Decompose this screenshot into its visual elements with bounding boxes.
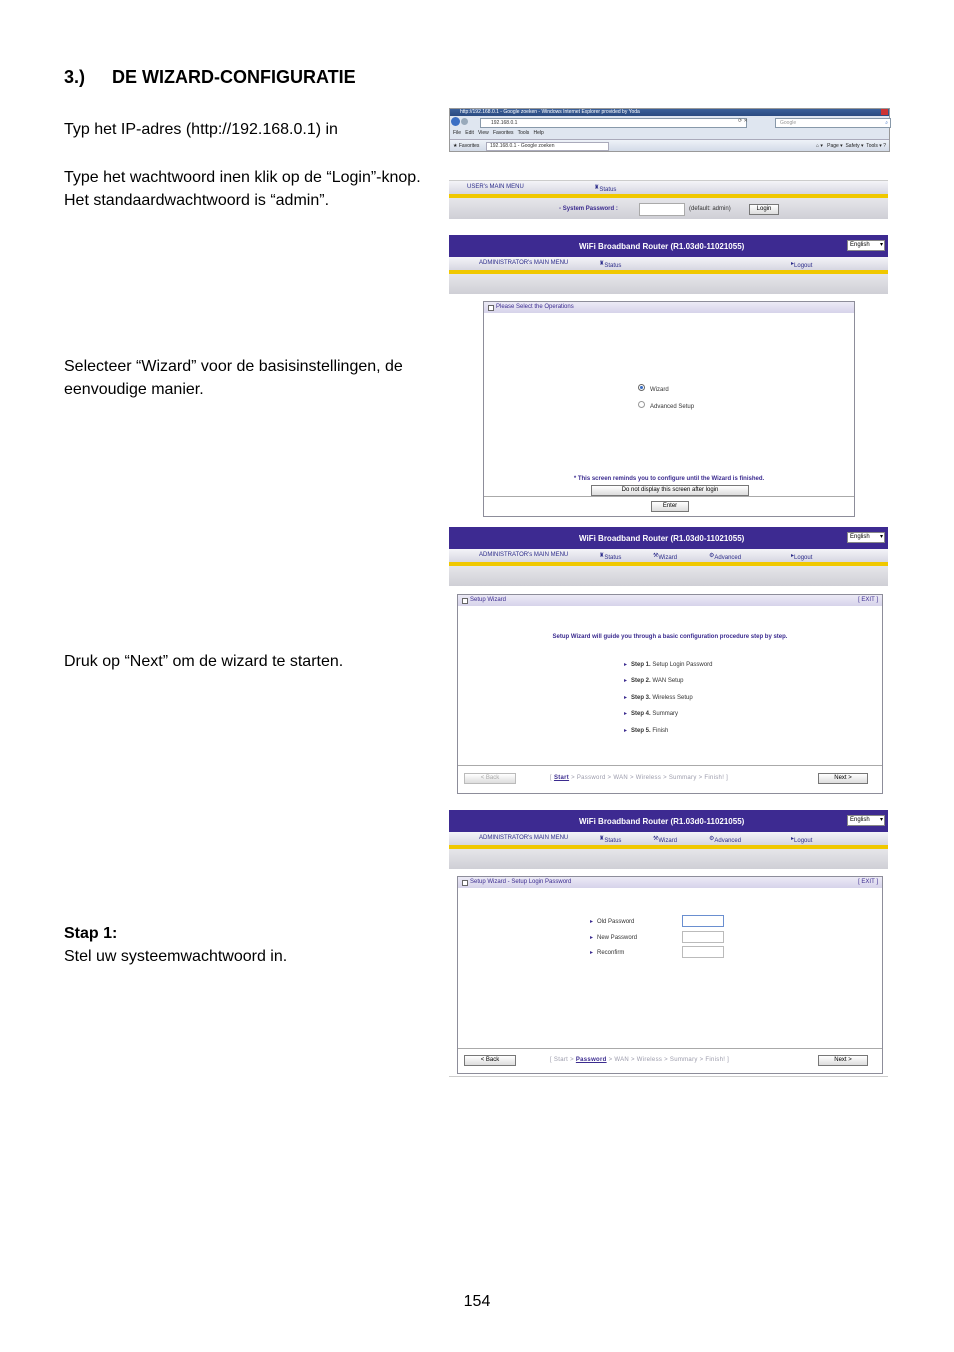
new-password-label: ▸ New Password bbox=[590, 935, 638, 941]
menu-help[interactable]: Help bbox=[533, 130, 544, 136]
operations-panel bbox=[483, 301, 855, 517]
advanced-label: Advanced bbox=[714, 555, 742, 561]
option-advanced-label: Advanced Setup bbox=[650, 404, 695, 410]
logout-menu[interactable]: ▸ Logout bbox=[791, 261, 813, 269]
admin-main-menu[interactable]: ADMINISTRATOR's MAIN MENU bbox=[479, 260, 569, 266]
wizard-header bbox=[458, 595, 882, 606]
search-placeholder: Google bbox=[780, 120, 797, 126]
option-wizard[interactable] bbox=[638, 384, 669, 393]
instruction-select: Selecteer “Wizard” voor de basisinstellingen, de eenvoudige manier. bbox=[64, 358, 403, 398]
page-number: 154 bbox=[463, 1293, 491, 1310]
forward-icon[interactable] bbox=[461, 118, 468, 125]
logout-label: Logout bbox=[794, 838, 813, 844]
step-item: ▸ Step 1. Setup Login Password bbox=[624, 662, 713, 668]
logout-menu[interactable]: ▸ Logout bbox=[791, 553, 813, 561]
reconfirm-input[interactable] bbox=[682, 946, 724, 958]
router-title: WiFi Broadband Router (R1.03d0-11021055) bbox=[579, 242, 745, 251]
panel-divider bbox=[484, 496, 854, 497]
user-menubar bbox=[449, 181, 888, 194]
refresh-stop-icons[interactable]: ⟳ ✕ bbox=[738, 118, 748, 124]
language-select[interactable]: English ▾ bbox=[847, 815, 885, 826]
search-icon[interactable]: ⌕ bbox=[885, 120, 888, 126]
wizard-menu[interactable]: ⚒ Wizard bbox=[653, 553, 678, 561]
wizard-label: Wizard bbox=[658, 555, 678, 561]
wizard-screenshot bbox=[449, 527, 888, 793]
radio-advanced[interactable] bbox=[638, 401, 645, 408]
crumb-password: Password bbox=[575, 1057, 607, 1063]
band bbox=[449, 849, 888, 869]
next-button[interactable]: Next > bbox=[818, 773, 868, 784]
browser-tab[interactable] bbox=[486, 142, 609, 151]
address-bar[interactable] bbox=[480, 118, 747, 128]
browser-menubar bbox=[453, 130, 544, 136]
password-label: ▫ System Password : bbox=[559, 206, 618, 212]
menu-edit[interactable]: Edit bbox=[465, 130, 474, 136]
favorites-bar bbox=[450, 139, 889, 151]
new-password-input[interactable] bbox=[682, 931, 724, 943]
back-button[interactable]: < Back bbox=[464, 773, 516, 784]
language-select[interactable]: English ▾ bbox=[847, 240, 885, 251]
reminder-note: * This screen reminds you to configure until the Wizard is finished. bbox=[573, 476, 765, 482]
panel-divider bbox=[458, 765, 882, 766]
router-titlebar bbox=[449, 810, 888, 832]
page-menu[interactable]: Page ▾ bbox=[827, 143, 843, 149]
step-item: ▸ Step 4. Summary bbox=[624, 711, 679, 717]
logout-label: Logout bbox=[794, 555, 813, 561]
crumb-rest: > Password > WAN > Wireless > Summary > Finish! ] bbox=[571, 775, 729, 781]
status-menu[interactable]: ♜ Status bbox=[599, 261, 622, 269]
section-number: 3.) bbox=[64, 67, 86, 87]
login-screenshot bbox=[449, 180, 888, 219]
menu-tools[interactable]: Tools bbox=[517, 130, 530, 136]
password-screenshot bbox=[449, 810, 888, 1077]
admin-main-menu[interactable]: ADMINISTRATOR's MAIN MENU bbox=[479, 552, 569, 558]
old-password-label: ▸ Old Password bbox=[590, 919, 635, 925]
help-icon[interactable]: ? bbox=[883, 143, 886, 149]
crumb-open: [ bbox=[550, 775, 552, 781]
password-label-text: System Password : bbox=[562, 206, 618, 212]
home-icon[interactable]: ⌂ bbox=[816, 143, 820, 149]
instruction-next: Druk op “Next” om de wizard te starten. bbox=[64, 653, 344, 670]
status-menu[interactable]: ♜ Status bbox=[594, 185, 617, 193]
address-text: 192.168.0.1 bbox=[491, 120, 518, 126]
admin-main-menu[interactable]: ADMINISTRATOR's MAIN MENU bbox=[479, 835, 569, 841]
login-row bbox=[449, 198, 888, 219]
band bbox=[449, 274, 888, 294]
option-wizard-label: Wizard bbox=[650, 387, 669, 393]
router-title: WiFi Broadband Router (R1.03d0-11021055) bbox=[579, 817, 745, 826]
favorites-label: Favorites bbox=[458, 143, 480, 149]
next-button[interactable]: Next > bbox=[818, 1055, 868, 1066]
browser-screenshot bbox=[449, 108, 890, 152]
status-menu[interactable]: ♜ Status bbox=[599, 553, 622, 561]
section-heading bbox=[64, 67, 356, 88]
advanced-label: Advanced bbox=[714, 838, 742, 844]
status-label: Status bbox=[604, 263, 622, 269]
operations-screenshot bbox=[449, 235, 888, 517]
command-bar: ⌂ ▾ Page ▾ Safety ▾ Tools ▾ ? bbox=[816, 143, 886, 149]
instruction-login: Type het wachtwoord inen klik op de “Login”-knop. Het standaardwachtwoord is “admin”. bbox=[64, 169, 421, 209]
menu-view[interactable]: View bbox=[478, 130, 489, 136]
advanced-menu[interactable]: ⚙ Advanced bbox=[709, 553, 742, 561]
step-item: ▸ Step 5. Finish bbox=[624, 728, 669, 734]
wizard-panel bbox=[457, 594, 883, 794]
status-label: Status bbox=[604, 838, 622, 844]
tools-menu[interactable]: Tools ▾ bbox=[866, 143, 882, 149]
close-icon[interactable] bbox=[881, 109, 888, 115]
wizard-breadcrumb bbox=[550, 1057, 729, 1063]
do-not-display-button[interactable]: Do not display this screen after login bbox=[591, 485, 749, 496]
language-select[interactable]: English ▾ bbox=[847, 532, 885, 543]
exit-link[interactable]: [ EXIT ] bbox=[858, 597, 878, 603]
option-advanced[interactable] bbox=[638, 401, 694, 410]
browser-titlebar bbox=[450, 109, 889, 116]
favorites-button[interactable]: ★ Favorites bbox=[453, 143, 480, 149]
crumb-after: > WAN > Wireless > Summary > Finish! ] bbox=[608, 1057, 730, 1063]
instruction-step1 bbox=[64, 922, 434, 968]
wizard-intro: Setup Wizard will guide you through a basic configuration procedure step by step. bbox=[552, 634, 788, 640]
status-label: Status bbox=[599, 187, 617, 193]
wizard-menu[interactable]: ⚒ Wizard bbox=[653, 836, 678, 844]
router-title: WiFi Broadband Router (R1.03d0-11021055) bbox=[579, 534, 745, 543]
status-label: Status bbox=[604, 555, 622, 561]
status-menu[interactable]: ♜ Status bbox=[599, 836, 622, 844]
back-icon[interactable] bbox=[451, 117, 460, 126]
system-password-input[interactable] bbox=[639, 203, 685, 216]
wizard-header-text: Setup Wizard bbox=[470, 597, 507, 603]
router-titlebar bbox=[449, 527, 888, 549]
step1-text: Stel uw systeemwachtwoord in. bbox=[64, 948, 288, 965]
band bbox=[449, 566, 888, 586]
tab-label: 192.168.0.1 - Google zoeken bbox=[490, 143, 555, 149]
exit-link[interactable]: [ EXIT ] bbox=[858, 879, 878, 885]
default-hint: (default: admin) bbox=[689, 206, 731, 212]
reconfirm-label: ▸ Reconfirm bbox=[590, 950, 625, 956]
safety-menu[interactable]: Safety ▾ bbox=[845, 143, 864, 149]
crumb-start: Start bbox=[553, 775, 570, 781]
wizard-breadcrumb bbox=[550, 775, 728, 781]
user-main-menu[interactable]: USER's MAIN MENU bbox=[467, 184, 524, 190]
step-item: ▸ Step 3. Wireless Setup bbox=[624, 695, 693, 701]
admin-menubar bbox=[449, 549, 888, 562]
browser-window-title: http://192.168.0.1 - Google zoeken - Windows Internet Explorer provided by Yoda bbox=[460, 109, 640, 115]
instruction-ip: Typ het IP-adres (http://192.168.0.1) in bbox=[64, 121, 338, 138]
password-header-text: Setup Wizard - Setup Login Password bbox=[470, 879, 572, 885]
login-button[interactable]: Login bbox=[749, 204, 779, 215]
password-panel bbox=[457, 876, 883, 1074]
logout-menu[interactable]: ▸ Logout bbox=[791, 836, 813, 844]
enter-button[interactable]: Enter bbox=[651, 501, 689, 512]
back-button[interactable]: < Back bbox=[464, 1055, 516, 1066]
menu-favorites[interactable]: Favorites bbox=[492, 130, 514, 136]
step-item: ▸ Step 2. WAN Setup bbox=[624, 678, 684, 684]
wizard-label: Wizard bbox=[658, 838, 678, 844]
advanced-menu[interactable]: ⚙ Advanced bbox=[709, 836, 742, 844]
step1-title: Stap 1: bbox=[64, 925, 118, 942]
section-title: DE WIZARD-CONFIGURATIE bbox=[112, 67, 356, 87]
radio-wizard[interactable] bbox=[638, 384, 645, 391]
logout-label: Logout bbox=[794, 263, 813, 269]
panel-divider bbox=[458, 1048, 882, 1049]
menu-file[interactable]: File bbox=[453, 130, 462, 136]
admin-menubar bbox=[449, 832, 888, 845]
admin-menubar bbox=[449, 257, 888, 270]
crumb-pre: [ Start > bbox=[550, 1057, 574, 1063]
search-input[interactable] bbox=[775, 118, 891, 128]
password-header bbox=[458, 877, 882, 888]
router-titlebar bbox=[449, 235, 888, 257]
old-password-input[interactable] bbox=[682, 915, 724, 927]
operations-header: Please Select the Operations bbox=[484, 302, 854, 313]
